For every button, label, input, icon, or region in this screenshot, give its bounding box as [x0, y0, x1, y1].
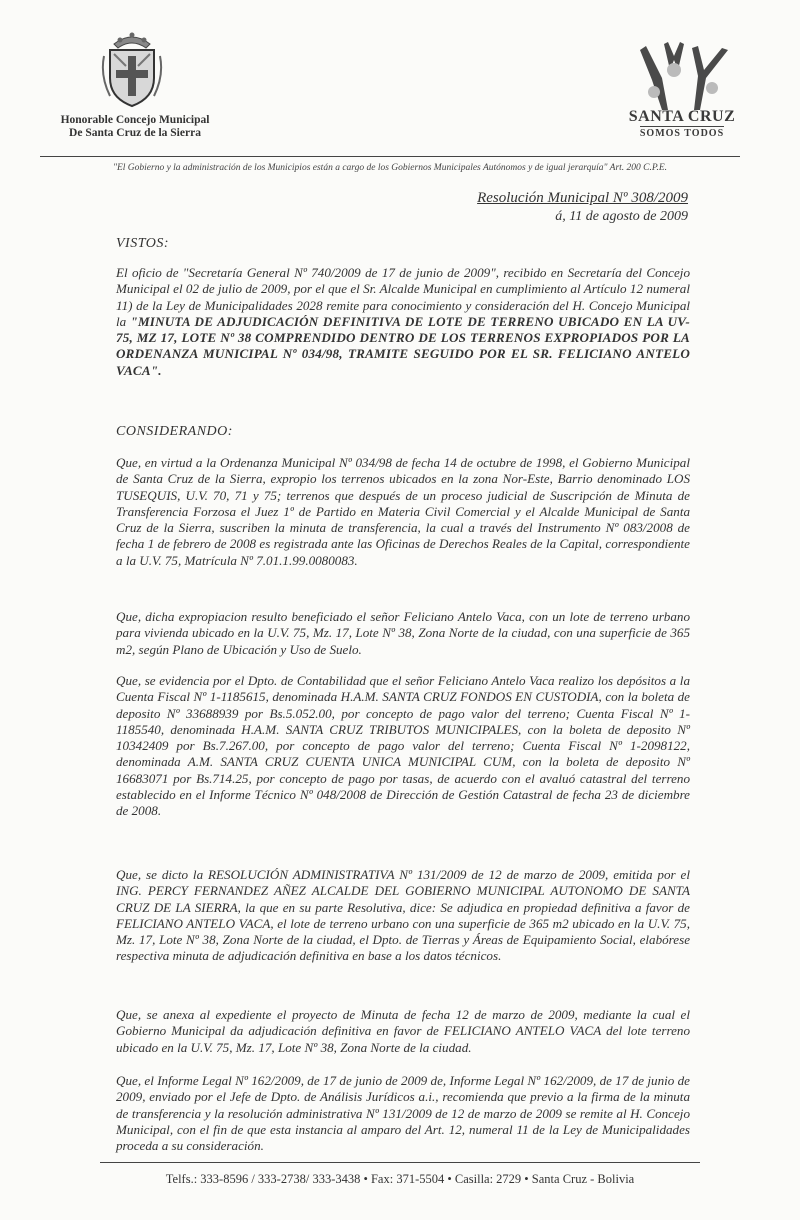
constitution-quote: "El Gobierno y la administración de los Municipios están a cargo de los Gobiernos Municipales Autónomos y de igual jerarquía" Art. 200 C.P.E. — [112, 163, 668, 173]
council-line-1: Honorable Concejo Municipal — [60, 114, 210, 126]
brand-motto — [622, 128, 742, 139]
vistos-bold-text: "MINUTA DE ADJUDICACIÓN DEFINITIVA DE LOTE DE TERRENO UBICADO EN LA UV-75, MZ 17, LOTE Nº 38 COMPRENDIDO DENTRO DE LOS TERRENOS EXPROPIADOS POR LA ORDENANZA MUNICIPAL Nº 034/98, TRAMITE SEGUIDO POR EL SR. FELICIANO ANTELO VACA". — [116, 313, 690, 378]
brand-motto-text: SOMOS TODOS — [639, 128, 725, 139]
considerando-paragraph: Que, se anexa al expediente el proyecto de Minuta de fecha 12 de marzo de 2009, mediante la cual el Gobierno Municipal da adjudicación definitiva en favor de FELICIANO ANTELO VACA del lote terreno ubicado en la U.V. 75, Mz. 17, Lote Nº 38, Zona Norte de la ciudad. — [116, 1007, 690, 1055]
footer-divider — [100, 1162, 700, 1163]
coat-of-arms-icon — [100, 26, 164, 110]
council-line-2: De Santa Cruz de la Sierra — [69, 127, 201, 139]
considerando-paragraph: Que, se evidencia por el Dpto. de Contabilidad que el señor Feliciano Antelo Vaca realizo los depósitos a la Cuenta Fiscal Nº 1-1185615, denominada H.A.M. SANTA CRUZ FONDOS EN CUSTODIA, con la boleta de deposito Nº 33688939 por Bs.5.052.00, por concepto de pago valor del terreno; Cuenta Fiscal Nº 1-1185540, denominada H.A.M. SANTA CRUZ TRIBUTOS MUNICIPALES, con la boleta de deposito Nº 10342409 por Bs.7.267.00, por concepto de pago valor del terreno; Cuenta Fiscal Nº 1-2098122, denominada A.M. SANTA CRUZ CUENTA UNICA MUNICIPAL CUM, con la boleta de deposito Nº 16683071 por Bs.714.25, por concepto de pago por tasas, de acuerdo con el avaluó catastral del terreno establecido en el Informe Técnico Nº 048/2008 de Dirección de Gestión Catastral de fecha 23 de diciembre de 2008. — [116, 673, 690, 819]
vistos-text: El oficio de "Secretaría General Nº 740/2009 de 17 de junio de 2009", recibido en Secretaría del Concejo Municipal el 02 de julio de 2009, por el que el Sr. Alcalde Municipal en cumplimiento al Artículo 12 numeral 11) de la Ley de Municipalidades 2028 remite para conocimiento y consideración del H. Concejo Municipal la — [116, 265, 690, 329]
considerando-paragraph: Que, el Informe Legal Nº 162/2009, de 17 de junio de 2009 de, Informe Legal Nº 162/2009, de 17 de junio de 2009, enviado por el Jefe de Dpto. de Análisis Jurídicos a.i., recomienda que previo a la firma de la minuta de transferencia y la resolución administrativa Nº 131/2009 de 12 de marzo de 2009 se remite al H. Concejo Municipal, con el fin de que esta instancia al amparo del Art. 12, numeral 11 de la Ley de Municipalidades proceda a su consideración. — [116, 1073, 690, 1154]
santa-cruz-logo-icon — [632, 40, 736, 114]
header-divider — [40, 156, 740, 157]
considerando-paragraph: Que, se dicto la RESOLUCIÓN ADMINISTRATIVA Nº 131/2009 de 12 de marzo de 2009, emitida por el ING. PERCY FERNANDEZ AÑEZ ALCALDE DEL GOBIERNO MUNICIPAL AUTONOMO DE SANTA CRUZ DE LA SIERRA, la que en su parte Resolutiva, dice: Se adjudica en propiedad definitiva a favor de FELICIANO ANTELO VACA, el lote de terreno urbano con una superficie de 365 m2 ubicado en la U.V. 75, Mz. 17, Lote Nº 38, Zona Norte de la ciudad, el Dpto. de Tierras y Áreas de Equipamiento Social, elabórese respectiva minuta de adjudicación definitiva en base a los datos técnicos. — [116, 867, 690, 964]
resolution-date: á, 11 de agosto de 2009 — [555, 209, 688, 224]
vistos-paragraph — [116, 265, 690, 379]
resolution-title: Resolución Municipal Nº 308/2009 — [477, 190, 688, 206]
council-name — [40, 114, 230, 140]
footer-contact: Telfs.: 333-8596 / 333-2738/ 333-3438 • Fax: 371-5504 • Casilla: 2729 • Santa Cruz - Bolivia — [165, 1172, 635, 1186]
considerando-paragraph: Que, en virtud a la Ordenanza Municipal Nº 034/98 de fecha 14 de octubre de 1998, el Gobierno Municipal de Santa Cruz de la Sierra, expropio los terrenos ubicados en la zona Nor-Este, Barrio denominado LOS TUSEQUIS, U.V. 70, 71 y 75; terrenos que después de un proceso judicial de Suscripción de Minuta de Transferencia Forzosa el Juez 1º de Partido en Materia Civil Comercial y el Alcalde Municipal de Santa Cruz de la Sierra, suscriben la minuta de transferencia, la cual a través del Instrumento Nº 083/2008 de fecha 1 de febrero de 2008 es registrada ante las Oficinas de Derechos Reales de la Capital, correspondiente a la U.V. 75, Matrícula Nº 7.01.1.99.0080083. — [116, 455, 690, 568]
considerando-paragraph: Que, dicha expropiacion resulto beneficiado el señor Feliciano Antelo Vaca, con un lote de terreno urbano para vivienda ubicado en la U.V. 75, Mz. 17, Lote Nº 38, Zona Norte de la ciudad, con una superficie de 365 m2, según Plano de Ubicación y Uso de Suelo. — [116, 609, 690, 657]
vistos-heading: VISTOS: — [116, 236, 170, 251]
considerando-heading: CONSIDERANDO: — [116, 424, 233, 439]
brand-name: SANTA CRUZ — [628, 108, 736, 125]
